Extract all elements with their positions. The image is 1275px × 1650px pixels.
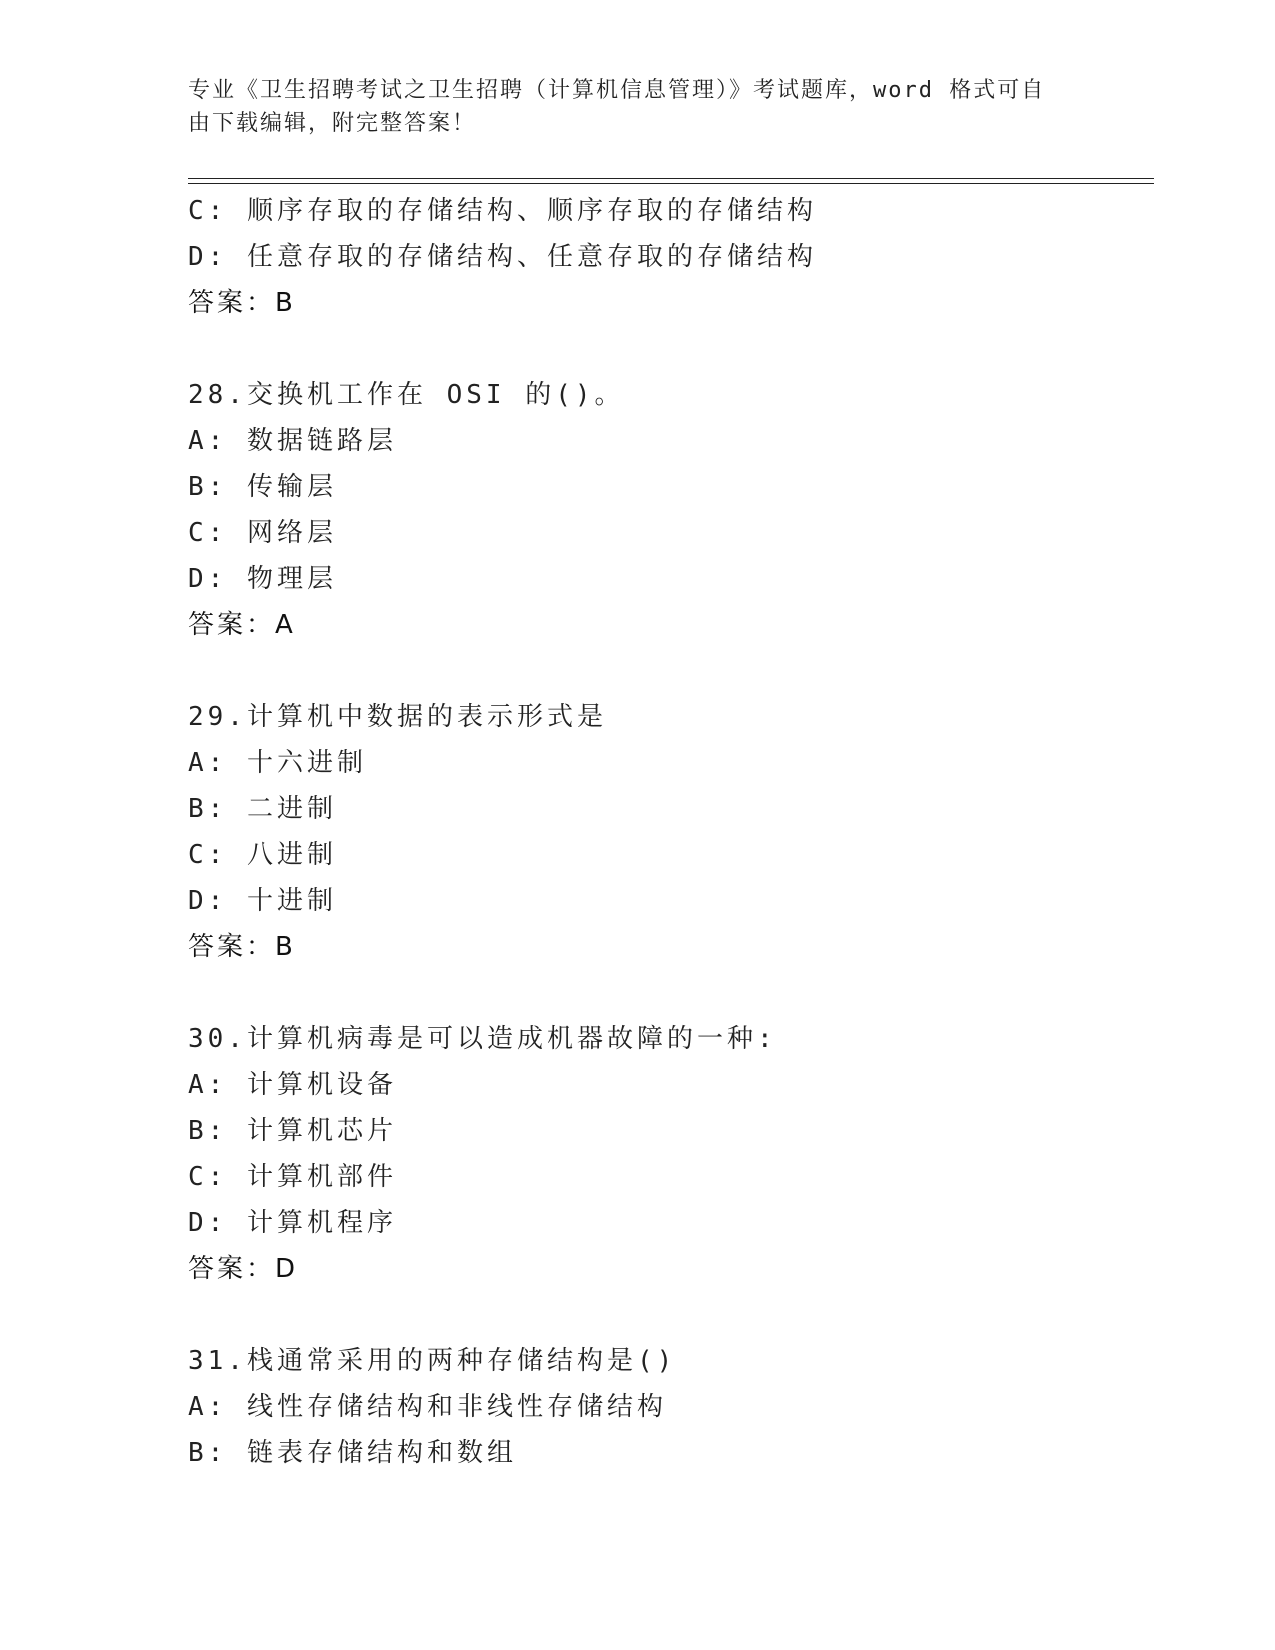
question-stem: 30.计算机病毒是可以造成机器故障的一种:	[188, 1024, 777, 1054]
header-line-2: 由下载编辑，附完整答案！	[188, 111, 477, 136]
spacer	[188, 648, 1148, 694]
question-31	[188, 1338, 1148, 1476]
option-a: A: 计算机设备	[188, 1070, 397, 1100]
header-line-1: 专业《卫生招聘考试之卫生招聘（计算机信息管理）》考试题库，word 格式可自	[188, 78, 1046, 103]
option-d: D: 计算机程序	[188, 1208, 397, 1238]
header-divider-bottom	[188, 183, 1154, 184]
option-a: A: 数据链路层	[188, 426, 397, 456]
option-b: B: 链表存储结构和数组	[188, 1438, 517, 1468]
question-29	[188, 694, 1148, 970]
question-28	[188, 372, 1148, 648]
question-stem: 29.计算机中数据的表示形式是	[188, 702, 607, 732]
answer: 答案：D	[188, 1254, 299, 1284]
option-c: C: 网络层	[188, 518, 337, 548]
option-c: C: 计算机部件	[188, 1162, 397, 1192]
option-b: B: 传输层	[188, 472, 337, 502]
answer: 答案：A	[188, 610, 296, 640]
spacer	[188, 970, 1148, 1016]
prev-question	[188, 188, 1148, 326]
option-c: C: 顺序存取的存储结构、顺序存取的存储结构	[188, 196, 817, 226]
question-30	[188, 1016, 1148, 1292]
option-a: A: 十六进制	[188, 748, 367, 778]
option-b: B: 计算机芯片	[188, 1116, 397, 1146]
option-d: D: 十进制	[188, 886, 337, 916]
answer: 答案：B	[188, 288, 296, 318]
option-d: D: 任意存取的存储结构、任意存取的存储结构	[188, 242, 817, 272]
question-stem: 31.栈通常采用的两种存储结构是()	[188, 1346, 677, 1376]
header-divider-top	[188, 178, 1154, 179]
spacer	[188, 326, 1148, 372]
option-c: C: 八进制	[188, 840, 337, 870]
option-b: B: 二进制	[188, 794, 337, 824]
question-stem: 28.交换机工作在 OSI 的()。	[188, 380, 625, 410]
question-list	[188, 188, 1148, 1476]
answer: 答案：B	[188, 932, 296, 962]
spacer	[188, 1292, 1148, 1338]
option-a: A: 线性存储结构和非线性存储结构	[188, 1392, 667, 1422]
document-header	[188, 74, 1088, 140]
option-d: D: 物理层	[188, 564, 337, 594]
